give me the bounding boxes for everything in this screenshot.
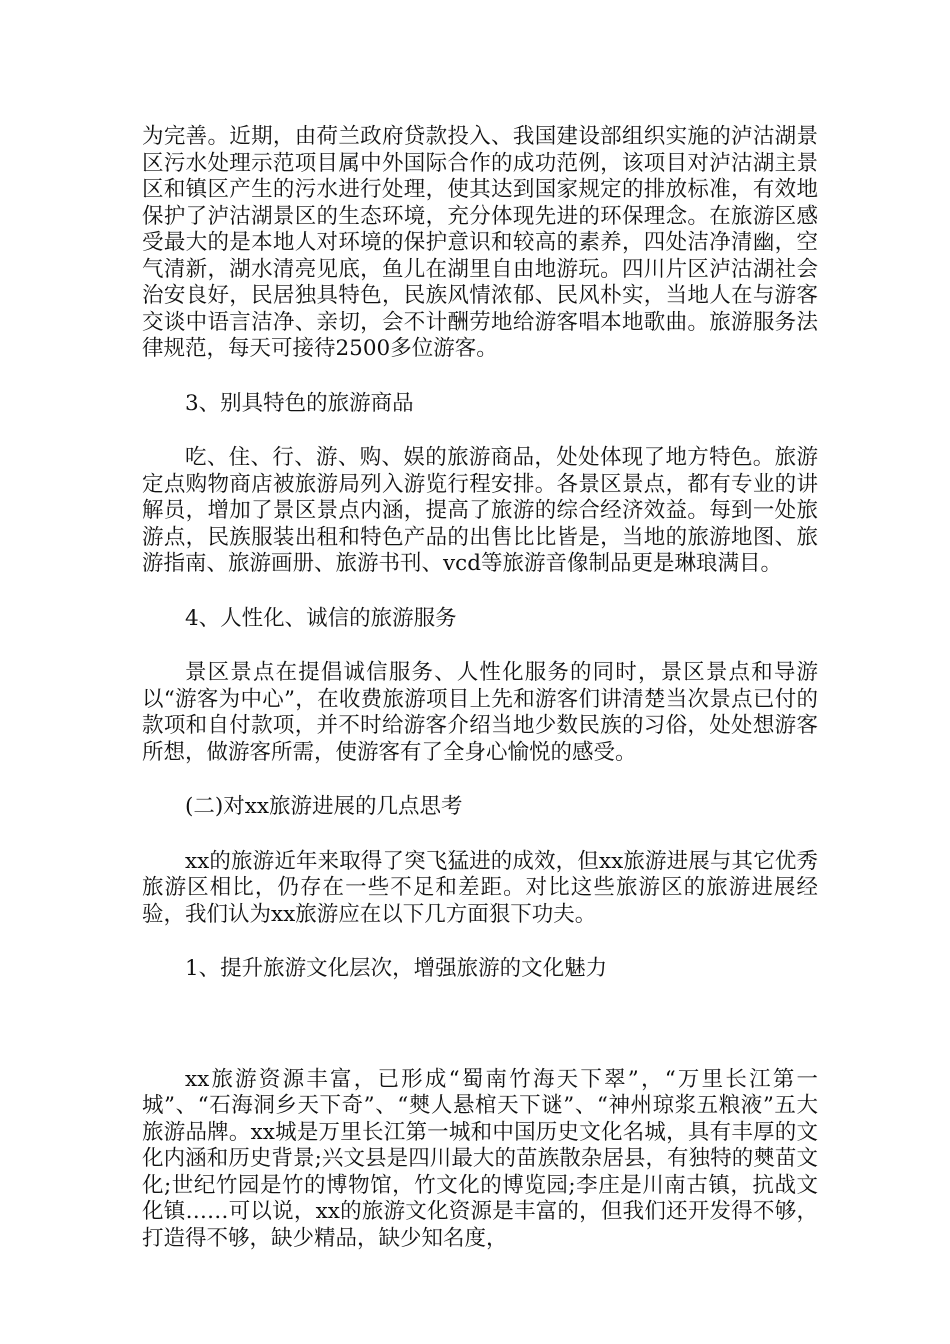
spacer: [142, 983, 818, 1067]
paragraph-tourism-goods: 吃、住、行、游、购、娱的旅游商品，处处体现了地方特色。旅游定点购物商店被旅游局列入游览行程安排。各景区景点，都有专业的讲解员，增加了景区景点内涵，提高了旅游的综合经济效益。每到一处旅游点，民族服装出租和特色产品的出售比比皆是，当地的旅游地图、旅游指南、旅游画册、旅游书刊、vcd等旅游音像制品更是琳琅满目。: [142, 445, 818, 576]
spacer: [142, 928, 818, 956]
spacer: [142, 632, 818, 660]
heading-section-two: (二)对xx旅游进展的几点思考: [185, 794, 463, 819]
spacer: [142, 363, 818, 391]
paragraph-environment: 为完善。近期，由荷兰政府贷款投入、我国建设部组织实施的泸沽湖景区污水处理示范项目属中外国际合作的成功范例，该项目对泸沽湖主景区和镇区产生的污水进行处理，使其达到国家规定的排放标准，有效地保护了泸沽湖景区的生态环境，充分体现先进的环保理念。在旅游区感受最大的是本地人对环境的保护意识和较高的素养，四处洁净清幽，空气清新，湖水清亮见底，鱼儿在湖里自由地游玩。四川片区泸沽湖社会治安良好，民居独具特色，民族风情浓郁、民风朴实，当地人在与游客交谈中语言洁净、亲切，会不计酬劳地给游客唱本地歌曲。旅游服务法律规范，每天可接待2500多位游客。: [142, 124, 818, 361]
heading-culture-level: 1、提升旅游文化层次，增强旅游的文化魅力: [185, 956, 608, 981]
heading-tourism-goods: 3、别具特色的旅游商品: [185, 390, 414, 416]
paragraph-reflection: xx的旅游近年来取得了突飞猛进的成效，但xx旅游进展与其它优秀旅游区相比，仍存在一些不足和差距。对比这些旅游区的旅游进展经验，我们认为xx旅游应在以下几方面狠下功夫。: [142, 848, 818, 927]
spacer: [142, 821, 818, 849]
paragraph-culture-resources: xx旅游资源丰富，已形成“蜀南竹海天下翠”，“万里长江第一城”、“石海洞乡天下奇”、“僰人悬棺天下谜”、“神州琼浆五粮液”五大旅游品牌。xx城是万里长江第一城和中国历史文化名城，具有丰厚的文化内涵和历史背景;兴文县是四川最大的苗族散杂居县，有独特的僰苗文化;世纪竹园是竹的博物馆，竹文化的博览园;李庄是川南古镇，抗战文化镇……可以说，xx的旅游文化资源是丰富的，但我们还开发得不够，打造得不够，缺少精品，缺少知名度，: [142, 1066, 818, 1251]
spacer: [142, 417, 818, 445]
heading-tourism-service: 4、人性化、诚信的旅游服务: [185, 605, 457, 631]
spacer: [142, 578, 818, 606]
paragraph-tourism-service: 景区景点在提倡诚信服务、人性化服务的同时，景区景点和导游以“游客为中心”，在收费旅游项目上先和游客们讲清楚当次景点已付的款项和自付款项，并不时给游客介绍当地少数民族的习俗，处处想游客所想，做游客所需，使游客有了全身心愉悦的感受。: [142, 660, 818, 765]
document-page: [142, 124, 818, 1252]
spacer: [142, 766, 818, 794]
